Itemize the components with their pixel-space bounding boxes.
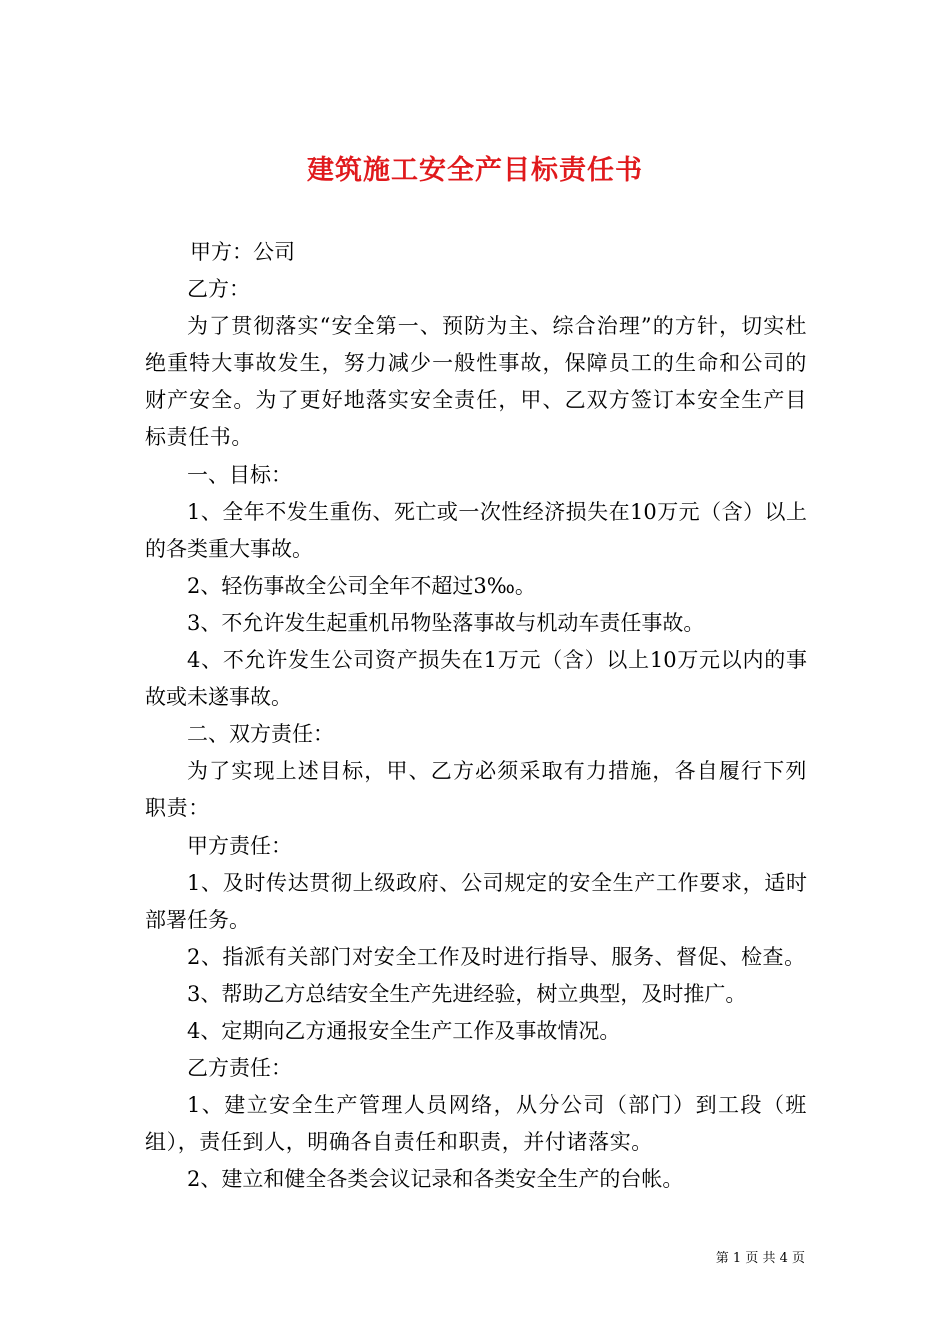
intro-paragraph: 为了贯彻落实“安全第一、预防为主、综合治理”的方针，切实杜绝重特大事故发生，努力减少一般性事故，保障员工的生命和公司的财产安全。为了更好地落实安全责任，甲、乙双方签订本安全生产目标责任书。 [145, 314, 807, 450]
section-heading-goals: 一、目标： [187, 462, 292, 487]
party-a-item-4: 4、定期向乙方通报安全生产工作及事故情况。 [187, 1018, 621, 1043]
party-a-responsibilities-heading: 甲方责任： [187, 833, 292, 858]
party-a-item-2: 2、指派有关部门对安全工作及时进行指导、服务、督促、检查。 [187, 944, 806, 969]
party-a-item-3: 3、帮助乙方总结安全生产先进经验，树立典型，及时推广。 [187, 981, 747, 1006]
party-b-responsibilities-heading: 乙方责任： [187, 1056, 292, 1081]
page-number: 第 1 页 共 4 页 [715, 1251, 805, 1266]
party-b-item-2: 2、建立和健全各类会议记录和各类安全生产的台帐。 [187, 1167, 684, 1192]
party-b-item-1: 1、建立安全生产管理人员网络，从分公司（部门）到工段（班组），责任到人，明确各自责任和职责，并付诸落实。 [145, 1093, 807, 1155]
goal-item-2: 2、轻伤事故全公司全年不超过3‰。 [187, 573, 536, 598]
party-b-line: 乙方： [187, 277, 250, 302]
goal-item-3: 3、不允许发生起重机吊物坠落事故与机动车责任事故。 [187, 610, 705, 635]
responsibilities-intro: 为了实现上述目标，甲、乙方必须采取有力措施，各自履行下列职责： [145, 759, 807, 821]
document-body [145, 234, 807, 1198]
section-heading-responsibilities: 二、双方责任： [187, 722, 334, 747]
party-a-item-1: 1、及时传达贯彻上级政府、公司规定的安全生产工作要求，适时部署任务。 [145, 870, 807, 932]
party-a-line: 甲方：公司 [190, 240, 295, 264]
goal-item-1: 1、全年不发生重伤、死亡或一次性经济损失在10万元（含）以上的各类重大事故。 [145, 499, 807, 561]
document-title: 建筑施工安全产目标责任书 [307, 155, 643, 187]
goal-item-4: 4、不允许发生公司资产损失在1万元（含）以上10万元以内的事故或未遂事故。 [145, 648, 807, 710]
